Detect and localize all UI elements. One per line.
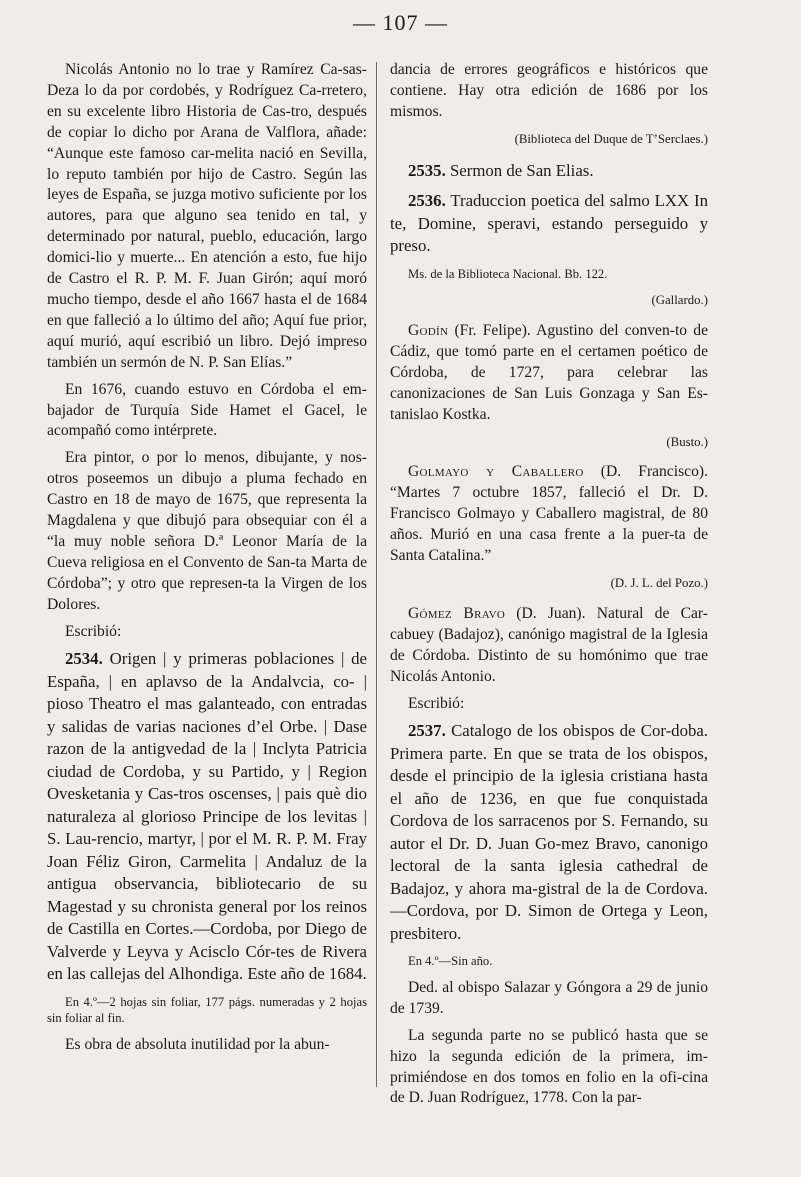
catalog-entry-2536 — [390, 190, 708, 258]
paragraph: Nicolás Antonio no lo trae y Ramírez Ca-sas-Deza lo da por cordobés, y Rodríguez Ca-rretero, en su excelente libro Historia de Cas-tro, después de copiar lo dicho por Arana de Valflora, añade: “Aunque este famoso car-melita nació en Sevilla, lo reputo también por hijo de Castro. Según las leyes de España, se juzga motivo suficiente por los autores, para que alguno sea tenido en tal, y determinado por natural, pueblo, educación, largo domici-lio y muerte... En atención a esto, fue hijo de Castro el R. P. M. F. Juan Girón; aquí moró mucho tiempo, desde el año 1667 hasta el de 1684 en que falleció a lo último del año; Aquí fue prior, aquí murió, aquí escribió un libro. Dejó impreso también un sermón de N. P. San Elías.” — [47, 61, 367, 371]
entry-number: 2536. — [408, 191, 446, 211]
source-citation: (Biblioteca del Duque de T’Serclaes.) — [514, 131, 708, 146]
author-entry-godin — [390, 321, 708, 426]
paragraph: La segunda parte no se publicó hasta que se hizo la segunda edición de la primera, im-primiéndose en dos tomos en folio en la ofi-cina de D. Juan Rodríguez, 1778. Con la par- — [390, 1026, 708, 1107]
paragraph: Ded. al obispo Salazar y Góngora a 29 de junio de 1739. — [390, 978, 708, 1017]
author-entry-golmayo — [390, 462, 708, 567]
catalog-entry-2534 — [47, 648, 367, 986]
author-bio: (Fr. Felipe). Agustino del conven-to de Cádiz, que tomó parte en el certamen poético de Córdoba, de 1727, para celebrar las canonizaciones de San Luis Gonzaga y San Es-tanislao Kostka. — [390, 322, 708, 423]
paragraph: Era pintor, o por lo menos, dibujante, y nos-otros poseemos un dibujo a pluma fechado en Castro en 18 de mayo de 1675, que representa la Magdalena y que dibujó para obsequiar con él a “la muy noble señora D.ª Leonor María de la Cueva religiosa en el Convento de San-ta Marta de Córdoba”; y otro que represen-ta la Virgen de los Dolores. — [47, 449, 367, 613]
bibliographic-note: En 4.º—2 hojas sin foliar, 177 págs. numeradas y 2 hojas sin foliar al fin. — [47, 994, 367, 1026]
entry-number: 2535. — [408, 160, 446, 180]
bibliographic-note: En 4.º—Sin año. — [408, 954, 493, 969]
source-citation: (Gallardo.) — [651, 293, 708, 308]
paragraph: En 1676, cuando estuvo en Córdoba el em-bajador de Turquía Side Hamet el Gacel, le acompañó como intérprete. — [47, 380, 367, 440]
paragraph: dancia de errores geográficos e históricos que contiene. Hay otra edición de 1686 por los mismos. — [390, 61, 708, 120]
author-name: Golmayo y Caballero — [408, 463, 584, 481]
entry-number: 2534. — [65, 649, 103, 669]
author-name: Gómez Bravo — [408, 604, 506, 622]
author-name: Godín — [408, 322, 449, 340]
paragraph: Es obra de absoluta inutilidad por la abun- — [65, 1035, 330, 1053]
bibliographic-note: Ms. de la Biblioteca Nacional. Bb. 122. — [408, 266, 608, 281]
source-citation: (D. J. L. del Pozo.) — [610, 576, 708, 590]
entry-text: Catalogo de los obispos de Cor-doba. Primera parte. En que se trata de los obispos, desde el principio de la iglesia cristiana hasta el año de 1236, en que fue conquistada Cordova de los sarracenos por S. Fernando, su autor el Dr. D. Juan Go-mez Bravo, canonigo lectoral de la santa iglesia cathedral de Badajoz, y ahora ma-gistral de la de Cordova.—Cordova, por D. Simon de Ortega y Leon, presbitero. — [390, 721, 708, 943]
catalog-entry-2537 — [390, 720, 708, 945]
source-citation: (Busto.) — [666, 434, 708, 449]
paragraph: Escribió: — [65, 622, 122, 640]
entry-text: Traduccion poetica del salmo LXX In te, Domine, speravi, estando perseguido y preso. — [390, 191, 708, 256]
page-number: — 107 — — [353, 10, 448, 35]
column-divider — [376, 62, 377, 1087]
left-column — [47, 60, 367, 1062]
paragraph: Escribió: — [408, 694, 465, 712]
author-entry-gomez-bravo — [390, 604, 708, 688]
entry-number: 2537. — [408, 721, 446, 741]
author-bio: (D. Francisco). “Martes 7 octubre 1857, falleció el Dr. D. Francisco Golmayo y Caballero magistral, de 80 años. Murió en una casa frente a la puer-ta de Santa Catalina.” — [390, 463, 708, 565]
entry-text: Sermon de San Elias. — [449, 160, 594, 180]
entry-text: Origen | y primeras poblaciones | de España, | en aplavso de la Andalvcia, co- | pioso Theatro el mas galanteado, con entradas y salidas de varias naciones d’el Orbe. | Dase razon de la antigvedad de la | Inclyta Patricia ciudad de Cordoba, y su Partido, y | Region Ovesketania y Cas-tros oscenses, | pais què dio naturaleza al glorioso Principe de los levitas | S. Lau-rencio, martyr, | por el M. R. P. M. Fray Joan Féliz Giron, Carmelita | Andaluz de la antigua observancia, bibliotecario de su Magestad y su chronista general por los reinos de Castilla en Cortes.—Cordoba, por Diego de Valverde y Leyva y Acisclo Cór-tes de Rivera en las callejas del Alhondiga. Este año de 1684. — [47, 649, 367, 984]
catalog-entry-2535 — [390, 160, 708, 183]
right-column — [390, 60, 708, 1115]
author-bio: (D. Juan). Natural de Car-cabuey (Badajoz), canónigo magistral de la Iglesia de Córdoba. Distinto de su homónimo que trae Nicolás Antonio. — [390, 604, 708, 685]
